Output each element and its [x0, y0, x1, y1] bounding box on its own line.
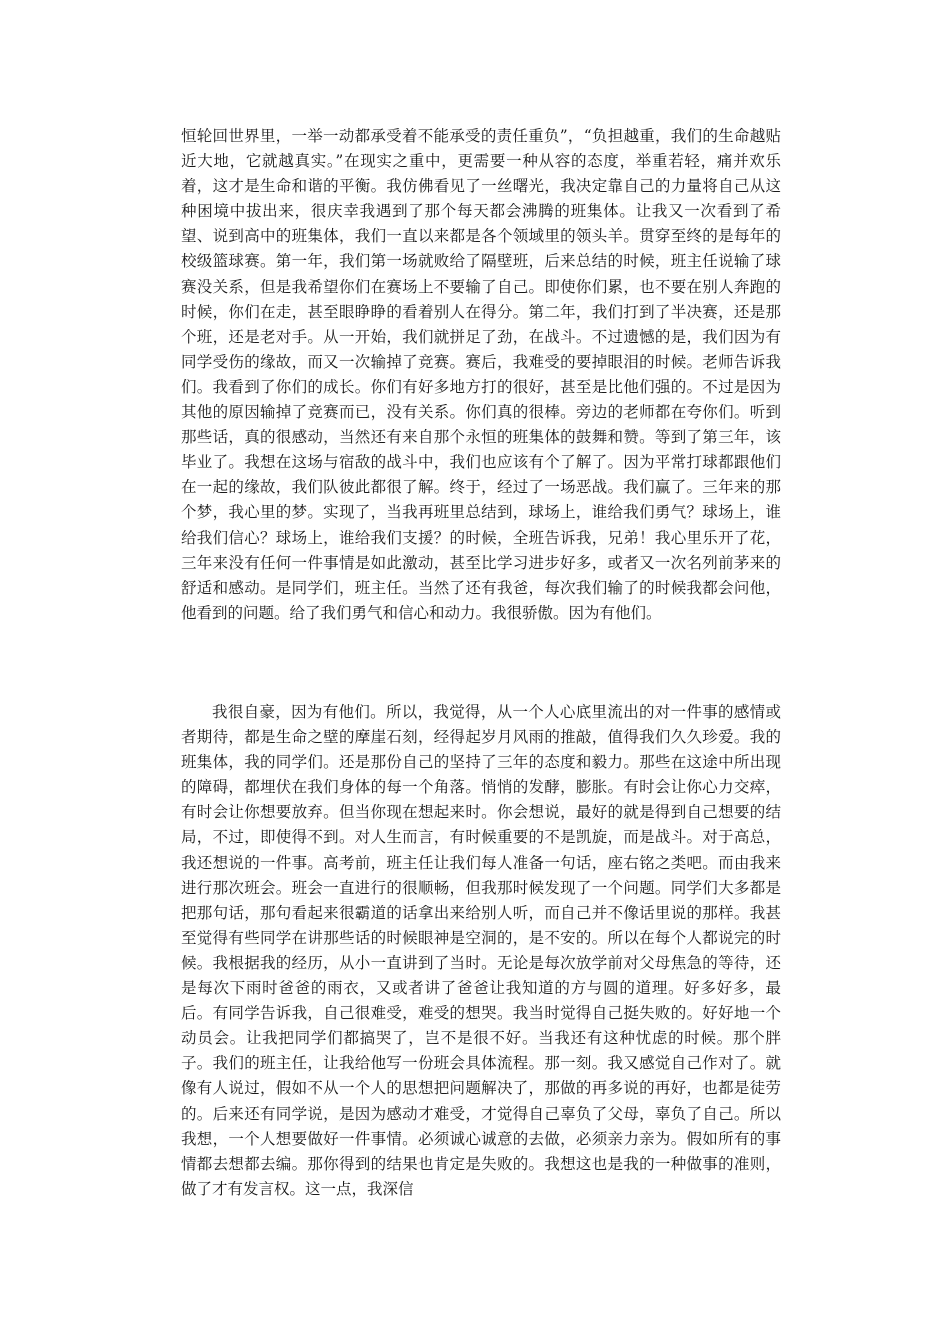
body-paragraph-1: 恒轮回世界里，一举一动都承受着不能承受的责任重负”，“负担越重，我们的生命越贴近大地，它就越真实。”在现实之重中，更需要一种从容的态度，举重若轻，痛并欢乐着，这才是生命和谐的平衡。我仿佛看见了一丝曙光，我决定靠自己的力量将自己从这种困境中拔出来，很庆幸我遇到了那个每天都会沸腾的班集体。让我又一次看到了希望、说到高中的班集体，我们一直以来都是各个领域里的领头羊。贯穿至终的是每年的校级篮球赛。第一年，我们第一场就败给了隔壁班，后来总结的时候，班主任说输了球赛没关系，但是我希望你们在赛场上不要输了自己。即使你们累，也不要在别人奔跑的时候，你们在走，甚至眼睁睁的看着别人在得分。第二年，我们打到了半决赛，还是那个班，还是老对手。从一开始，我们就拼足了劲，在战斗。不过遗憾的是，我们因为有同学受伤的缘故，而又一次输掉了竞赛。赛后，我难受的要掉眼泪的时候。老师告诉我们。我看到了你们的成长。你们有好多地方打的很好，甚至是比他们强的。不过是因为其他的原因输掉了竞赛而已，没有关系。你们真的很棒。旁边的老师都在夸你们。听到那些话，真的很感动，当然还有来自那个永恒的班集体的鼓舞和赞。等到了第三年，该毕业了。我想在这场与宿敌的战斗中，我们也应该有个了解了。因为平常打球都跟他们在一起的缘故，我们队彼此都很了解。终于，经过了一场恶战。我们赢了。三年来的那个梦，我心里的梦。实现了，当我再班里总结到，球场上，谁给我们勇气？球场上，谁给我们信心？球场上，谁给我们支援？的时候，全班告诉我，兄弟！我心里乐开了花，三年来没有任何一件事情是如此激动，甚至比学习进步好多，或者又一次名列前茅来的舒适和感动。是同学们，班主任。当然了还有我爸，每次我们输了的时候我都会问他，他看到的问题。给了我们勇气和信心和动力。我很骄傲。因为有他们。	[181, 127, 781, 622]
body-paragraph-2: 我很自豪，因为有他们。所以，我觉得，从一个人心底里流出的对一件事的感情或者期待，都是生命之壁的摩崖石刻，经得起岁月风雨的推敲，值得我们久久珍爱。我的班集体，我的同学们。还是那份自己的坚持了三年的态度和毅力。那些在这途中所出现的障碍，都埋伏在我们身体的每一个角落。悄悄的发酵，膨胀。有时会让你心力交瘁，有时会让你想要放弃。但当你现在想起来时。你会想说，最好的就是得到自己想要的结局，不过，即使得不到。对人生而言，有时候重要的不是凯旋，而是战斗。对于高总，我还想说的一件事。高考前，班主任让我们每人准备一句话，座右铭之类吧。而由我来进行那次班会。班会一直进行的很顺畅，但我那时候发现了一个问题。同学们大多都是把那句话，那句看起来很霸道的话拿出来给别人听，而自己并不像话里说的那样。我甚至觉得有些同学在讲那些话的时候眼神是空洞的，是不安的。所以在每个人都说完的时候。我根据我的经历，从小一直讲到了当时。无论是每次放学前对父母焦急的等待，还是每次下雨时爸爸的雨衣，又或者讲了爸爸让我知道的方与圆的道理。好多好多，最后。有同学告诉我，自己很难受，难受的想哭。我当时觉得自己挺失败的。好好地一个动员会。让我把同学们都搞哭了，岂不是很不好。当我还有这种忧虑的时候。那个胖子。我们的班主任，让我给他写一份班会具体流程。那一刻。我又感觉自己作对了。就像有人说过，假如不从一个人的思想把问题解决了，那做的再多说的再好，也都是徒劳的。后来还有同学说，是因为感动才难受，才觉得自己辜负了父母，辜负了自己。所以我想，一个人想要做好一件事情。必须诚心诚意的去做，必须亲力亲为。假如所有的事情都去想都去编。那你得到的结果也肯定是失败的。我想这也是我的一种做事的准则，做了才有发言权。这一点，我深信	[181, 703, 781, 1198]
